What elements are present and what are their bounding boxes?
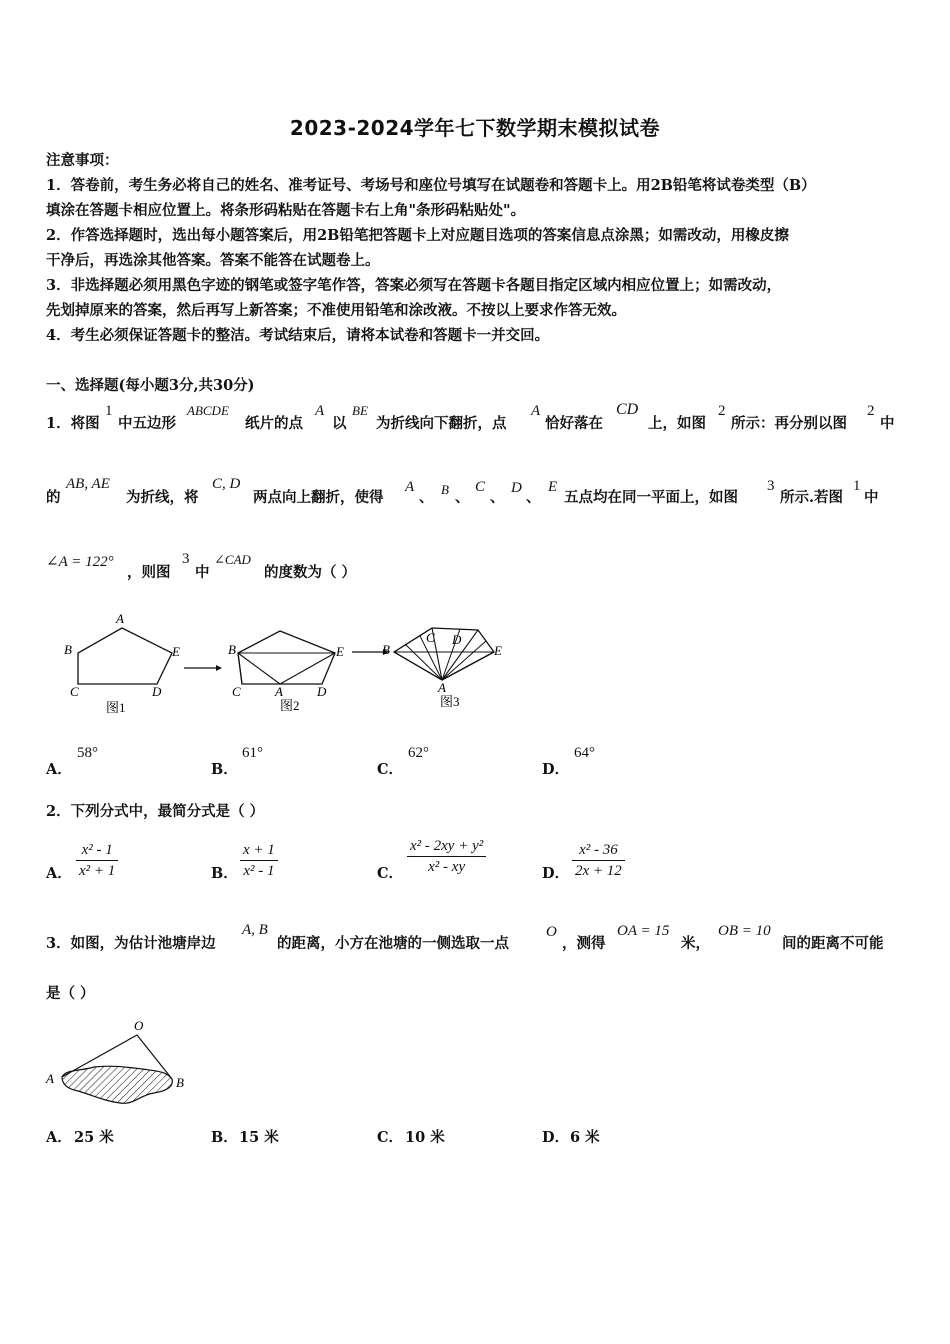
figure2-caption: 图2 [280,698,300,713]
q1-math-3: A [315,403,325,419]
q1-option-b-value: 61° [242,745,263,761]
q3-text-2: 的距离，小方在池塘的一侧选取一点 [277,935,509,952]
q1-text-13: 五点均在同一平面上，如图 [564,489,738,506]
q1-math-7: 2 [718,403,726,419]
q1-text-3: 纸片的点 [245,415,303,432]
q1-math-2: ABCDE [187,403,229,418]
q3-text-6: 是（ ） [46,985,95,1002]
fig3-label-b: B [382,642,390,657]
figure2-bc [238,653,242,684]
q1-sep-1: 、 [419,489,434,506]
arrow-1-head [216,665,222,671]
fig2-label-b: B [228,642,236,657]
fig2-label-c: C [232,684,241,699]
q3-math-4: OB = 10 [718,923,771,939]
q1-option-c-letter[interactable]: C． [377,761,404,778]
q1-text-4: 以 [332,415,347,432]
q2-option-c-fraction [407,838,486,876]
q3-option-a-value: 25 米 [74,1129,114,1146]
q1-option-a-letter[interactable]: A． [46,761,72,778]
q1-angle-cad: ∠CAD [214,552,251,567]
q1-math-18: 3 [182,551,190,567]
q1-text-17: 中 [195,564,210,581]
fig2-label-a: A [275,684,283,699]
q1-text-2: 中五边形 [118,415,176,432]
notice-line-6: 先划掉原来的答案，然后再写上新答案；不准使用铅笔和涂改液。不按以上要求作答无效。 [46,302,626,319]
q1-math-14: D [511,480,522,496]
q2-option-d-fraction [572,842,625,880]
notice-line-4: 干净后，再选涂其他答案。答案不能答在试题卷上。 [46,252,380,269]
q1-math-9: AB, AE [66,476,110,492]
q2-option-b-numerator: x + 1 [240,842,278,861]
q1-text-8: 所示：再分别以图 [731,415,847,432]
figure3-outline [394,628,494,680]
q3-math-3: OA = 15 [617,923,670,939]
q2-option-b-letter[interactable]: B． [211,865,238,882]
fig1-label-b: B [64,642,72,657]
q3-option-b-letter[interactable]: B． [211,1129,238,1146]
q1-text-15: 中 [864,489,879,506]
q1-math-16: 3 [767,478,775,494]
q3-text-4: 米， [681,935,710,952]
fig1-label-a: A [116,611,124,626]
section-heading: 一、选择题(每小题3分,共30分) [46,377,255,394]
q1-option-b-letter[interactable]: B． [211,761,238,778]
fig3-label-e: E [494,643,502,658]
q3-figure [42,1015,202,1111]
q1-angle-a: ∠A = 122° [46,554,114,570]
q1-math-6: CD [616,401,639,418]
q2-option-c-letter[interactable]: C． [377,865,404,882]
q2-option-b-denominator: x² - 1 [243,863,275,879]
q1-text-14: 所示.若图 [780,489,844,506]
notice-line-3: 2．作答选择题时，选出每小题答案后，用2B铅笔把答题卡上对应题目选项的答案信息点涂黑；如需改动，用橡皮擦 [46,227,789,244]
fig1-label-e: E [172,644,180,659]
q3-option-a-letter[interactable]: A． [46,1129,72,1146]
q2-option-c-denominator: x² - xy [428,859,466,875]
q1-math-12: B [441,482,449,497]
page-title: 2023-2024学年七下数学期末模拟试卷 [289,116,661,140]
q1-sep-3: 、 [490,489,505,506]
figure3-caption: 图3 [440,694,460,709]
q3-option-d-value: 6 米 [570,1129,600,1146]
pond-shape [62,1066,172,1103]
notice-line-2: 填涂在答题卡相应位置上。将条形码粘贴在答题卡右上角"条形码粘贴处"。 [46,202,526,219]
q1-option-a-value: 58° [77,745,98,761]
q1-math-13: C [475,479,486,495]
notice-line-7: 4．考生必须保证答题卡的整洁。考试结束后，请将本试卷和答题卡一并交回。 [46,327,550,344]
q1-option-d-value: 64° [574,745,595,761]
q1-option-c-value: 62° [408,745,429,761]
q2-option-c-numerator: x² - 2xy + y² [407,838,486,857]
q1-sep-2: 、 [455,489,470,506]
q1-sep-4: 、 [526,489,541,506]
q1-text-1: 1．将图 [46,415,100,432]
fig2-label-d: D [317,684,327,699]
q1-text-18: 的度数为（ ） [264,564,357,581]
q3-label-a: A [46,1071,54,1086]
figure3-ea [442,652,494,680]
q2-option-a-numerator: x² - 1 [76,842,118,861]
q1-text-11: 为折线，将 [126,489,199,506]
q1-text-9: 中 [880,415,895,432]
q3-text-3: ，测得 [562,935,606,952]
q1-math-4: BE [352,403,368,418]
q1-text-5: 为折线向下翻折，点 [376,415,507,432]
q1-text-10: 的 [46,489,61,506]
q2-option-a-letter[interactable]: A． [46,865,72,882]
q1-math-11: A [405,479,415,495]
q1-option-d-letter[interactable]: D． [542,761,570,778]
q2-option-b-fraction [240,842,278,880]
q1-math-15: E [548,479,558,495]
q3-option-b-value: 15 米 [239,1129,279,1146]
figure2-outline [238,631,335,684]
q1-math-1: 1 [105,403,113,419]
notice-heading: 注意事项： [46,152,119,169]
q2-option-d-letter[interactable]: D． [542,865,570,882]
q3-math-2: O [546,924,557,940]
notice-line-5: 3．非选择题必须用黑色字迹的钢笔或签字笔作答，答案必须写在答题卡各题目指定区域内相应位置上；如需改动， [46,277,782,294]
q3-label-o: O [134,1018,144,1033]
q1-math-5: A [531,403,541,419]
q2-option-a-fraction [76,842,118,880]
fig1-label-c: C [70,684,79,699]
fig3-label-d: D [452,632,462,647]
q1-math-10: C, D [212,476,241,492]
q1-math-17: 1 [853,478,861,494]
q3-option-c-letter[interactable]: C． [377,1129,404,1146]
q3-option-c-value: 10 米 [405,1129,445,1146]
q1-figure [60,608,520,720]
q1-math-8: 2 [867,403,875,419]
q2-option-d-numerator: x² - 36 [572,842,625,861]
figure2-ae [280,653,335,684]
figure1-caption: 图1 [106,700,126,715]
notice-line-1: 1．答卷前，考生务必将自己的姓名、准考证号、考场号和座位号填写在试题卷和答题卡上。用2B铅笔将试卷类型（B） [46,177,816,194]
q2-option-d-denominator: 2x + 12 [575,863,622,879]
fig1-label-d: D [152,684,162,699]
q3-option-d-letter[interactable]: D． [542,1129,570,1146]
q3-text-5: 间的距离不可能 [782,935,884,952]
q1-text-12: 两点向上翻折，使得 [253,489,384,506]
q3-label-b: B [176,1075,184,1090]
fig2-label-e: E [336,644,344,659]
figure1-pentagon [78,628,172,684]
figure2-ab [238,653,280,684]
q3-math-1: A, B [242,922,268,938]
q2-stem: 2．下列分式中，最简分式是（ ） [46,803,265,820]
q2-option-a-denominator: x² + 1 [79,863,116,879]
q3-text-1: 3．如图，为估计池塘岸边 [46,935,216,952]
fig3-label-c: C [426,630,435,645]
q1-text-7: 上，如图 [648,415,706,432]
q1-text-6: 恰好落在 [545,415,603,432]
fig3-label-a: A [438,680,446,695]
q1-text-16: ，则图 [127,564,171,581]
